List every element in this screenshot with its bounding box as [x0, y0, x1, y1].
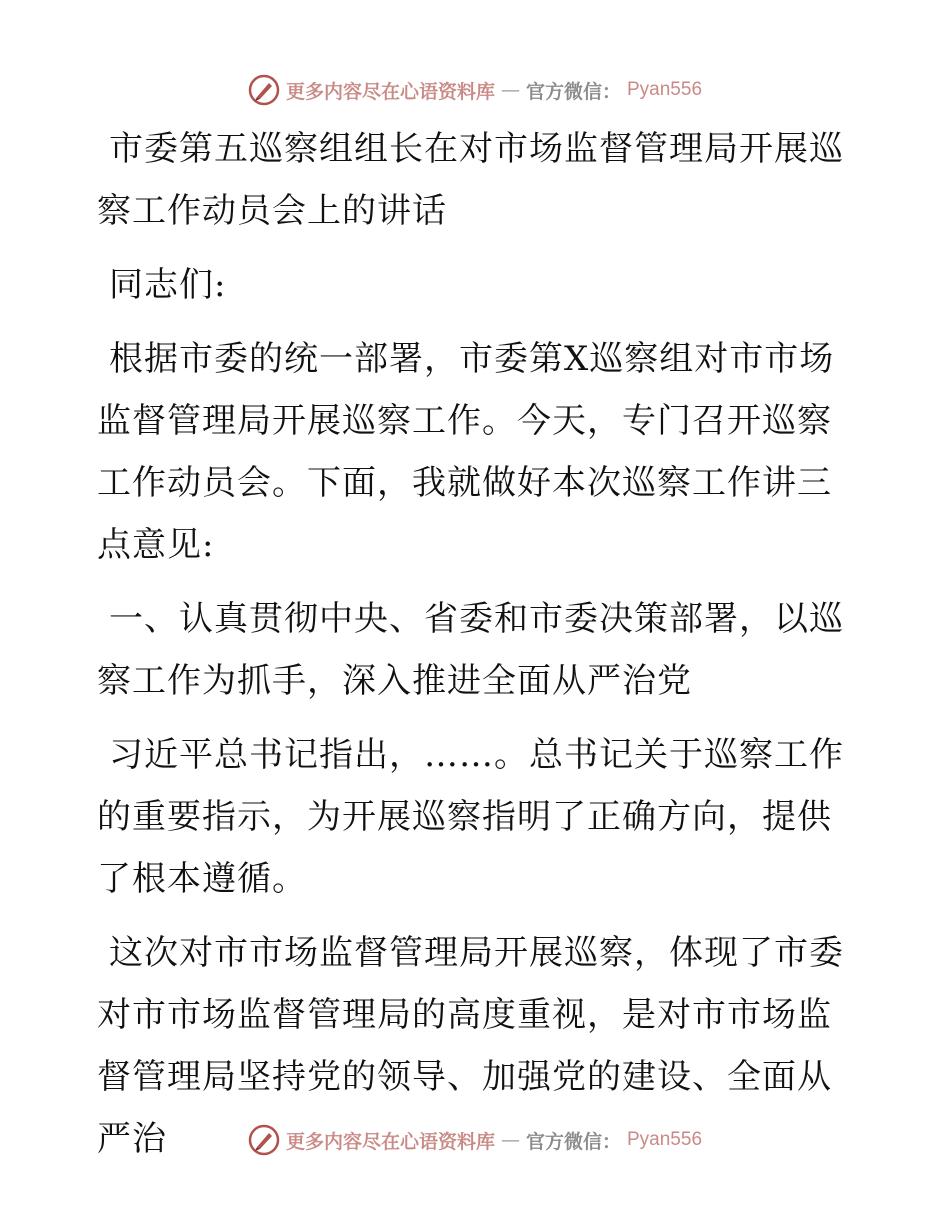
- watermark-wechat-id: Pyan556: [627, 1129, 703, 1150]
- watermark-wechat-label: 官方微信：: [525, 1130, 621, 1153]
- paragraph-quote: 习近平总书记指出，……。总书记关于巡察工作的重要指示，为开展巡察指明了正确方向，提供了根本遵循。: [97, 735, 844, 899]
- watermark-separator: —: [500, 1129, 520, 1151]
- pen-logo-icon: [248, 1124, 280, 1156]
- document-body: [97, 118, 857, 1182]
- paragraph-intro: 根据市委的统一部署，市委第X巡察组对市市场监督管理局开展巡察工作。今天，专门召开巡察工作动员会。下面，我就做好本次巡察工作讲三点意见:: [97, 339, 835, 565]
- paragraph-salutation: 同志们:: [109, 265, 227, 305]
- watermark-text: 更多内容尽在心语资料库: [285, 80, 495, 103]
- watermark-separator: —: [500, 79, 520, 101]
- watermark-wechat-label: 官方微信：: [525, 80, 621, 103]
- section-heading-1: 一、认真贯彻中央、省委和市委决策部署，以巡察工作为抓手，深入推进全面从严治党: [97, 599, 844, 701]
- footer-watermark: [0, 1120, 950, 1160]
- pen-logo-icon: [248, 74, 280, 106]
- document-title: 市委第五巡察组组长在对市场监督管理局开展巡察工作动员会上的讲话: [97, 129, 844, 231]
- watermark-wechat-id: Pyan556: [627, 79, 703, 100]
- watermark-text: 更多内容尽在心语资料库: [285, 1130, 495, 1153]
- paragraph-significance: 这次对市市场监督管理局开展巡察，体现了市委对市市场监督管理局的高度重视，是对市市场监督管理局坚持党的领导、加强党的建设、全面从严治: [97, 933, 844, 1159]
- header-watermark: [0, 70, 950, 110]
